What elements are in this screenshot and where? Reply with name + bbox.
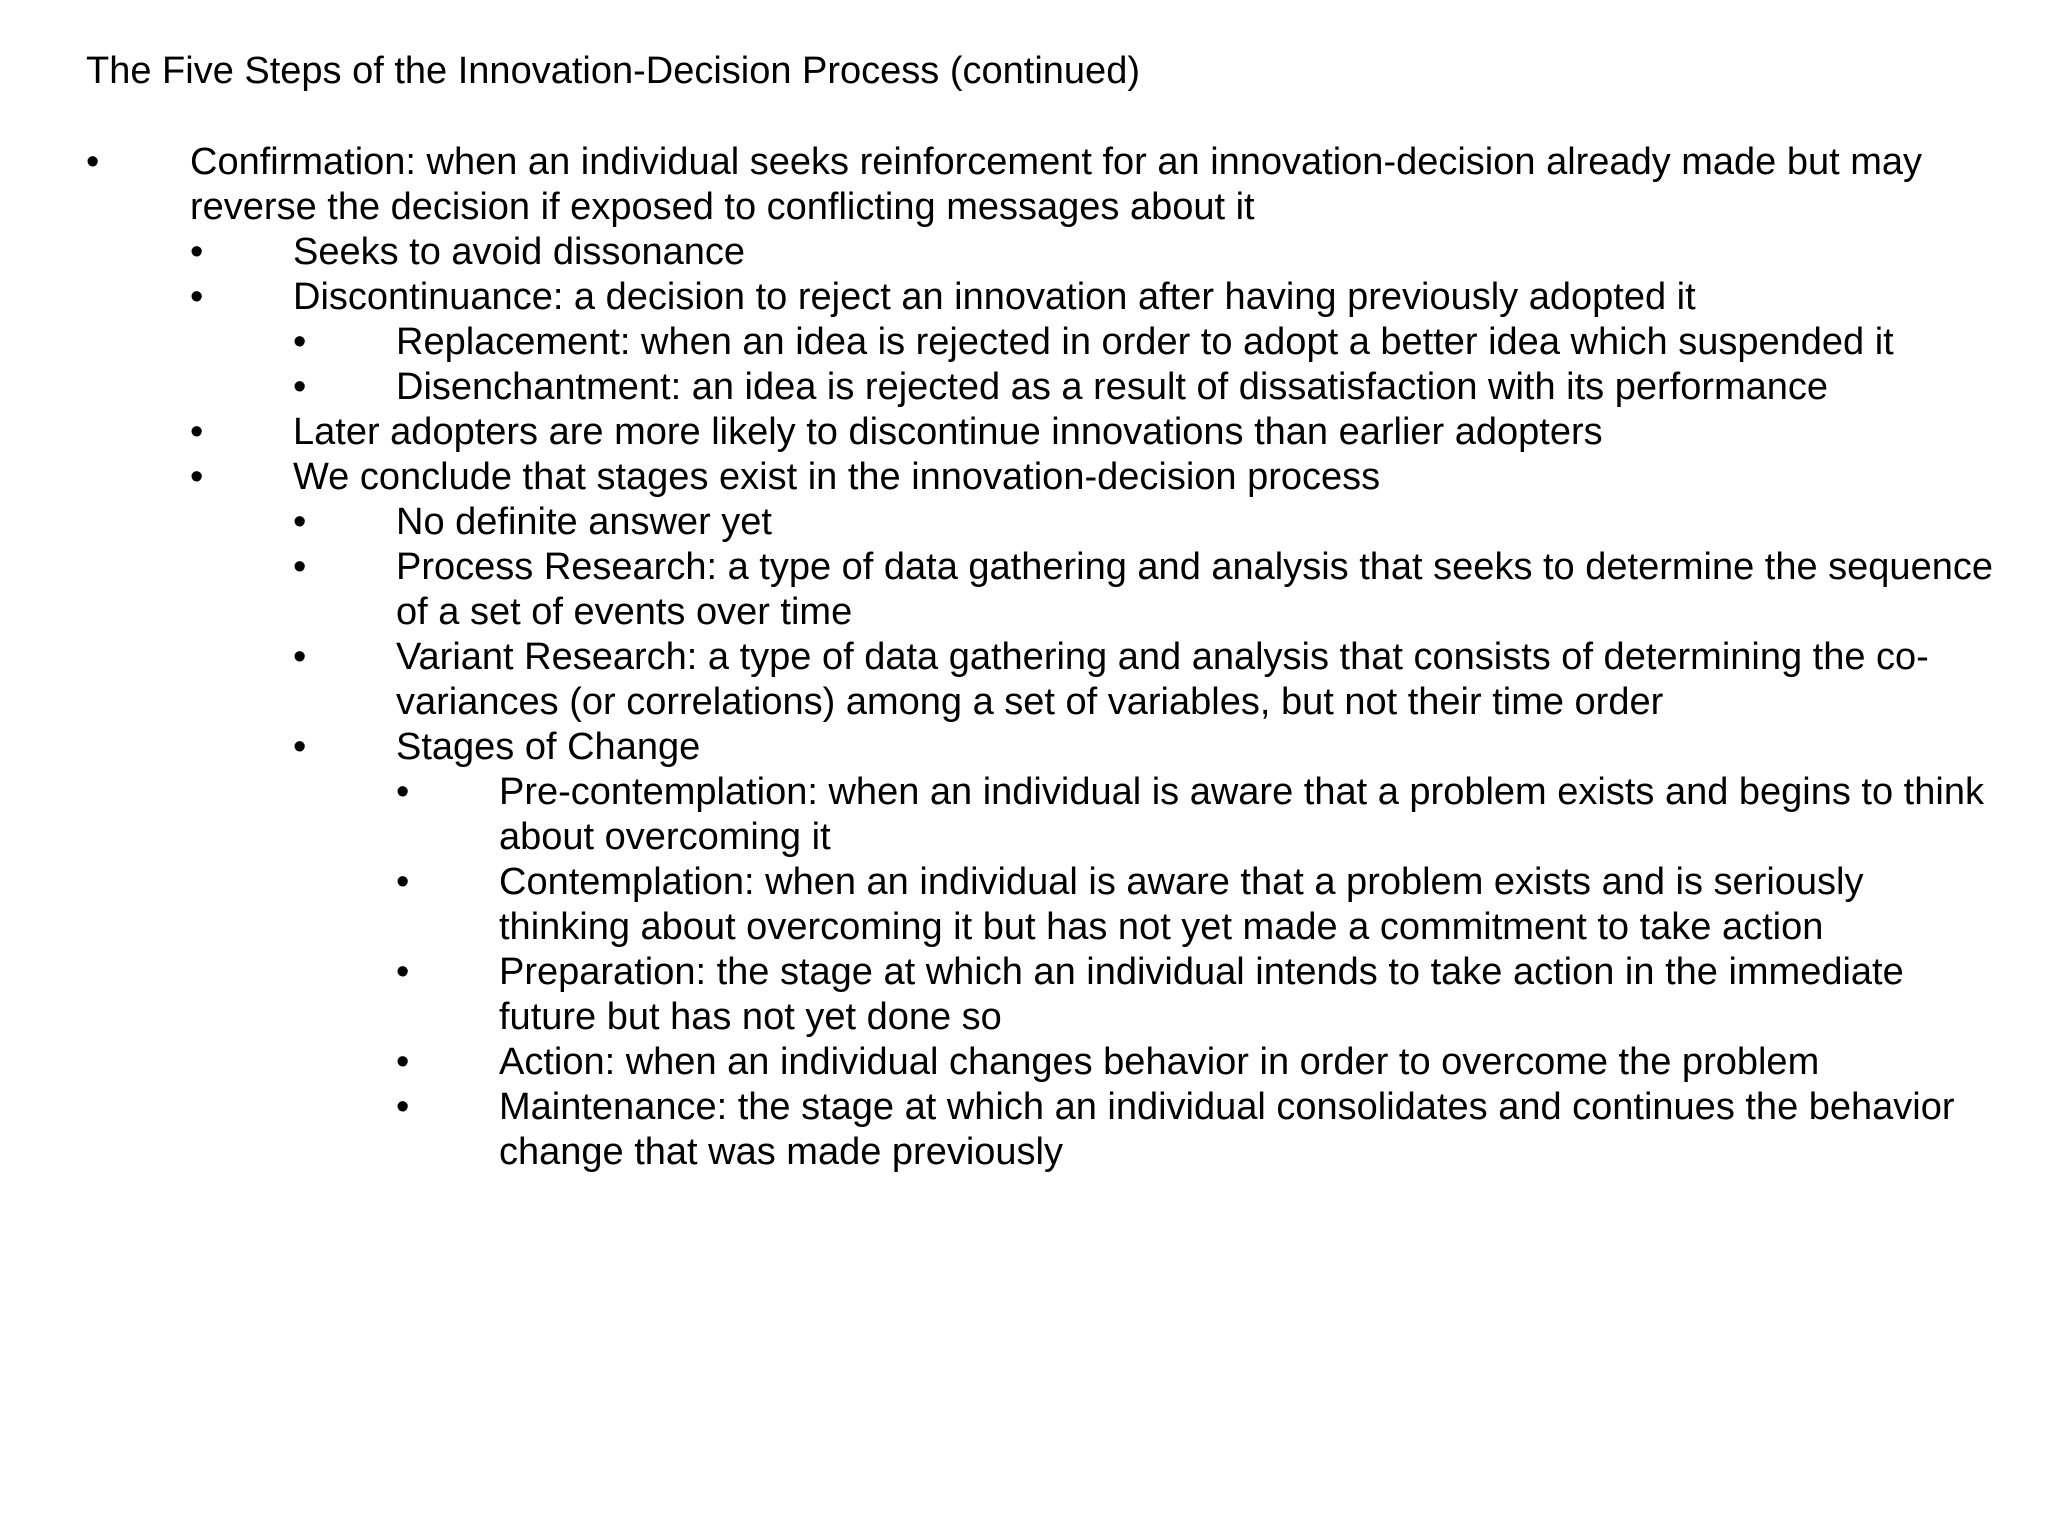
outline-item-level-3 — [0, 1040, 2048, 1085]
outline-item-text: No definite answer yet — [396, 501, 772, 543]
outline-item-text: Confirmation: when an individual seeks reinforcement for an innovation-decision already made but may reverse the decision if exposed to conflicting messages about it — [190, 141, 1923, 228]
outline-item-level-2 — [0, 365, 2048, 410]
outline-item-text: Contemplation: when an individual is aware that a problem exists and is seriously thinking about overcoming it but has not yet made a commitment to take action — [499, 861, 1864, 948]
outline-item-level-1 — [0, 230, 2048, 275]
bullet-icon: • — [190, 411, 204, 453]
bullet-icon: • — [293, 636, 307, 678]
outline-item-text: Action: when an individual changes behavior in order to overcome the problem — [499, 1041, 1820, 1083]
bullet-icon: • — [190, 276, 204, 318]
outline-item-level-1 — [0, 275, 2048, 320]
outline-item-text: Pre-contemplation: when an individual is aware that a problem exists and begins to think about overcoming it — [499, 771, 1984, 858]
bullet-icon: • — [293, 501, 307, 543]
outline-item-level-2 — [0, 500, 2048, 545]
bullet-icon: • — [86, 141, 100, 183]
outline-item-level-3 — [0, 770, 2048, 860]
outline-item-text: Discontinuance: a decision to reject an innovation after having previously adopted it — [293, 276, 1696, 318]
outline-item-level-2 — [0, 725, 2048, 770]
bullet-icon: • — [396, 771, 410, 813]
outline-item-level-3 — [0, 1085, 2048, 1175]
outline-item-text: Replacement: when an idea is rejected in order to adopt a better idea which suspended it — [396, 321, 1894, 363]
outline-item-level-3 — [0, 950, 2048, 1040]
outline-item-level-1 — [0, 455, 2048, 500]
outline-item-level-2 — [0, 545, 2048, 635]
outline-item-level-2 — [0, 635, 2048, 725]
bullet-icon: • — [190, 231, 204, 273]
outline-item-text: We conclude that stages exist in the innovation-decision process — [293, 456, 1381, 498]
bullet-icon: • — [293, 321, 307, 363]
outline-item-level-0 — [0, 140, 2048, 230]
outline-item-text: Later adopters are more likely to discontinue innovations than earlier adopters — [293, 411, 1603, 453]
bullet-outline — [0, 140, 2048, 1175]
bullet-icon: • — [396, 1041, 410, 1083]
bullet-icon: • — [293, 366, 307, 408]
outline-item-level-3 — [0, 860, 2048, 950]
bullet-icon: • — [396, 1086, 410, 1128]
bullet-icon: • — [293, 546, 307, 588]
outline-item-text: Stages of Change — [396, 726, 701, 768]
bullet-icon: • — [396, 951, 410, 993]
page-title: The Five Steps of the Innovation-Decision Process (continued) — [86, 50, 1140, 92]
outline-item-text: Maintenance: the stage at which an individual consolidates and continues the behavior change that was made previously — [499, 1086, 1955, 1173]
bullet-icon: • — [190, 456, 204, 498]
bullet-icon: • — [396, 861, 410, 903]
outline-item-text: Disenchantment: an idea is rejected as a result of dissatisfaction with its performance — [396, 366, 1829, 408]
outline-item-text: Process Research: a type of data gathering and analysis that seeks to determine the sequence of a set of events over time — [396, 546, 1993, 633]
outline-item-text: Variant Research: a type of data gathering and analysis that consists of determining the co-variances (or correlations) among a set of variables, but not their time order — [396, 636, 1929, 723]
outline-item-text: Seeks to avoid dissonance — [293, 231, 746, 273]
outline-item-text: Preparation: the stage at which an individual intends to take action in the immediate future but has not yet done so — [499, 951, 1904, 1038]
outline-item-level-2 — [0, 320, 2048, 365]
outline-item-level-1 — [0, 410, 2048, 455]
bullet-icon: • — [293, 726, 307, 768]
